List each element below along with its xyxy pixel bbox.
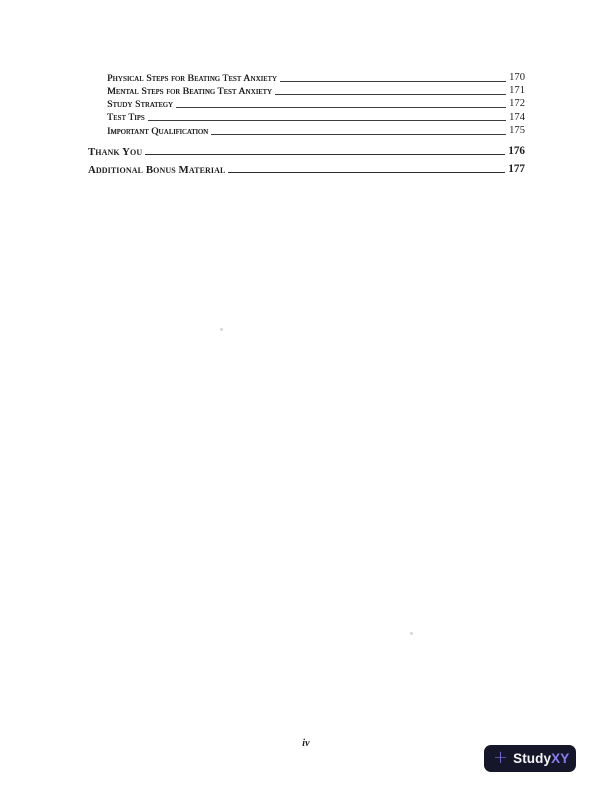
toc-leader-line — [275, 94, 506, 95]
toc-entry-label: Mental Steps for Beating Test Anxiety — [107, 85, 273, 97]
page-number: iv — [302, 738, 310, 749]
scan-speck — [220, 328, 223, 331]
toc-entry-label: Thank You — [88, 145, 143, 158]
toc-entry-label: Additional Bonus Material — [88, 163, 226, 176]
toc-entry-label: Physical Steps for Beating Test Anxiety — [107, 72, 277, 84]
toc-leader-line — [280, 81, 506, 82]
toc-entry — [88, 160, 525, 175]
brand-name-accent: XY — [551, 750, 570, 766]
toc-page-number: 175 — [509, 124, 525, 136]
toc-leader-line — [228, 172, 505, 173]
toc-entry-label: Study Strategy — [107, 99, 174, 111]
toc-page-number: 174 — [509, 111, 525, 123]
toc-entry — [88, 142, 525, 157]
toc-leader-line — [176, 107, 506, 108]
toc-entry — [88, 70, 525, 83]
toc-entry-label: Important Qualification — [107, 125, 209, 137]
toc-leader-line — [148, 120, 506, 121]
toc-entry — [88, 83, 525, 96]
table-of-contents — [88, 70, 525, 175]
plus-icon: + — [493, 746, 509, 768]
brand-badge — [484, 745, 576, 772]
toc-page-number: 172 — [509, 98, 525, 110]
toc-page-number: 170 — [509, 71, 525, 83]
brand-name — [513, 752, 569, 766]
toc-page-number: 176 — [508, 145, 525, 158]
scan-speck — [410, 632, 413, 635]
toc-page-number: 171 — [509, 85, 525, 96]
toc-entry-label: Test Tips — [107, 112, 145, 124]
brand-name-primary: Study — [513, 750, 552, 766]
toc-leader-line — [211, 134, 506, 135]
toc-page-number: 177 — [508, 163, 525, 176]
toc-entry — [88, 97, 525, 110]
toc-entry — [88, 123, 525, 136]
toc-leader-line — [145, 154, 505, 155]
toc-entry — [88, 110, 525, 123]
